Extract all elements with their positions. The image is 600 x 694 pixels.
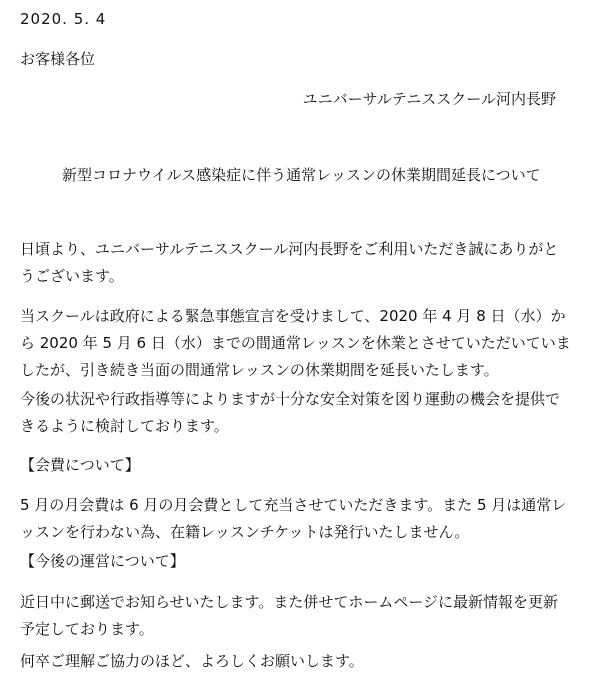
paragraph-future-plan: 今後の状況や行政指導等によりますが十分な安全対策を図り運動の機会を提供できるように検討しております。	[20, 390, 561, 435]
paragraph-closure-extension: 当スクールは政府による緊急事態宣言を受けまして、2020 年 4 月 8 日（水）から 2020 年 5 月 6 日（水）までの間通常レッスンを休業とさせていただいていましたが、引き続き当面の間通常レッスンの休業期間を延長いたします。	[20, 307, 571, 379]
document-date: 2020. 5. 4	[20, 10, 107, 28]
addressee: お客様各位	[20, 50, 96, 68]
sender-name: ユニバーサルテニススクール河内長野	[302, 90, 556, 108]
section-heading-fees: 【会費について】	[20, 456, 140, 474]
paragraph-greeting: 日頃より、ユニバーサルテニススクール河内長野をご利用いただき誠にありがとうございます。	[20, 240, 559, 285]
closing-line: 何卒ご理解ご協力のほど、よろしくお願いします。	[20, 652, 364, 670]
paragraph-fees: 5 月の月会費は 6 月の月会費として充当させていただきます。また 5 月は通常レッスンを行わない為、在籍レッスンチケットは発行いたしません。	[20, 496, 567, 541]
paragraph-operations: 近日中に郵送でお知らせいたします。また併せてホームページに最新情報を更新予定しております。	[20, 593, 559, 638]
section-heading-operations: 【今後の運営について】	[20, 552, 185, 570]
document-subject: 新型コロナウイルス感染症に伴う通常レッスンの休業期間延長について	[62, 166, 541, 184]
